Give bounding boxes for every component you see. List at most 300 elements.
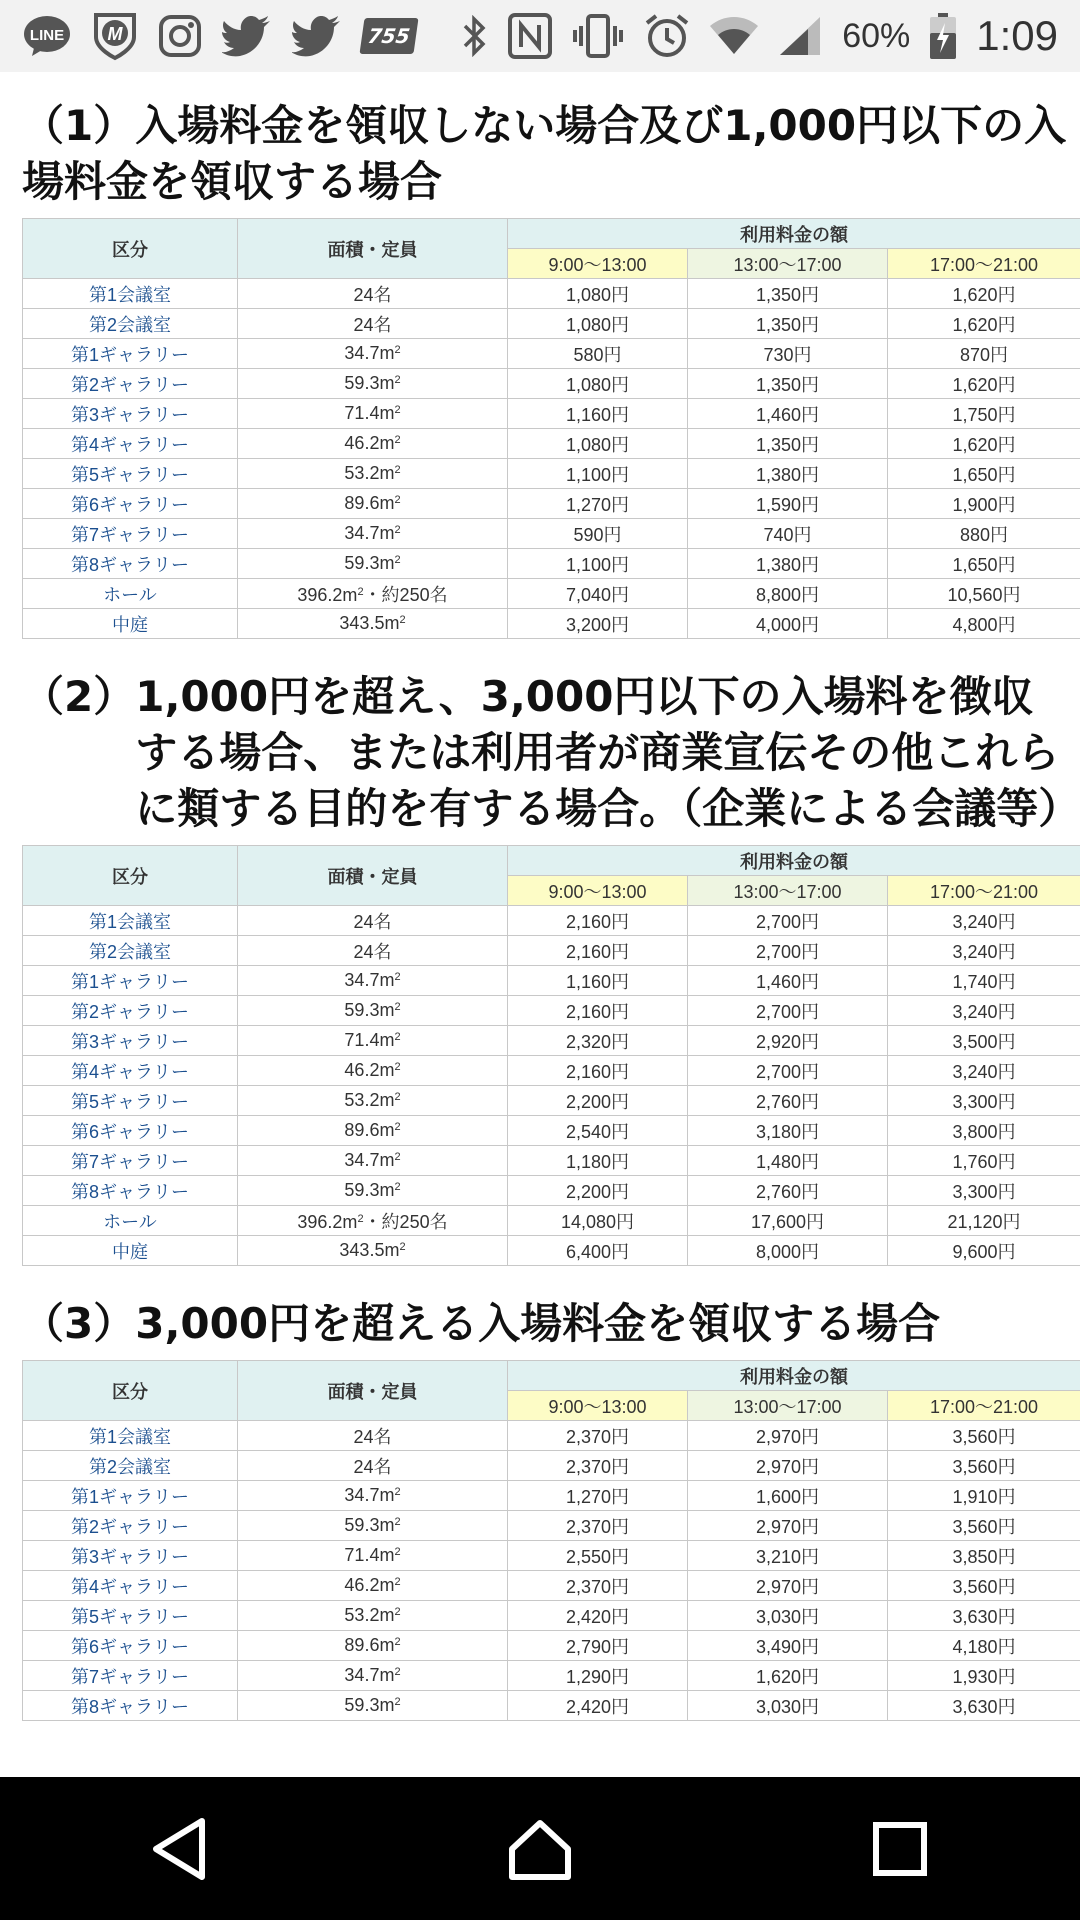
room-name: 第2ギャラリー (23, 369, 238, 399)
section-1-title-text: 入場料金を領収しない場合及び1,000円以下の入場料金を領収する場合 (22, 101, 1067, 206)
area-capacity (238, 339, 508, 369)
area-value: 46.2m (344, 1575, 395, 1595)
tv755-app-icon: 755 (359, 18, 418, 54)
fee-morning: 2,160円 (508, 1056, 688, 1086)
area-value: 34.7m (344, 1150, 395, 1170)
col-header-fee: 利用料金の額 (508, 219, 1080, 249)
area-unit-exponent: 2 (394, 1636, 401, 1648)
fee-evening: 3,240円 (888, 906, 1080, 936)
area-unit-exponent: 2 (394, 1031, 401, 1043)
fee-morning: 2,370円 (508, 1571, 688, 1601)
table-row (23, 609, 1080, 639)
fee-table-2 (22, 845, 1080, 1266)
table-row (23, 1631, 1080, 1661)
fee-morning: 1,100円 (508, 549, 688, 579)
table-row (23, 936, 1080, 966)
vibrate-icon (572, 14, 624, 58)
area-unit-exponent: 2 (394, 1696, 401, 1708)
col-header-afternoon: 13:00～17:00 (688, 249, 888, 279)
table-row (23, 579, 1080, 609)
fee-table-1 (22, 218, 1080, 639)
fee-morning: 1,180円 (508, 1146, 688, 1176)
area-capacity (238, 1631, 508, 1661)
fee-morning: 14,080円 (508, 1206, 688, 1236)
area-capacity (238, 519, 508, 549)
col-header-evening: 17:00～21:00 (888, 1391, 1080, 1421)
room-name: 第4ギャラリー (23, 1056, 238, 1086)
room-name: ホール (23, 1206, 238, 1236)
fee-morning: 2,420円 (508, 1691, 688, 1721)
table-row (23, 1481, 1080, 1511)
fee-evening: 1,740円 (888, 966, 1080, 996)
room-name: 第8ギャラリー (23, 1691, 238, 1721)
area-capacity (238, 579, 508, 609)
fee-afternoon: 4,000円 (688, 609, 888, 639)
section-3-number: （3） (22, 1299, 136, 1348)
fee-table-3 (22, 1360, 1080, 1721)
area-capacity (238, 1056, 508, 1086)
fee-morning: 590円 (508, 519, 688, 549)
instagram-icon (158, 14, 202, 58)
area-unit-exponent: 2 (394, 464, 401, 476)
area-value: 71.4m (344, 1545, 395, 1565)
area-capacity (238, 399, 508, 429)
col-header-evening: 17:00～21:00 (888, 876, 1080, 906)
room-name: 中庭 (23, 609, 238, 639)
area-value: 46.2m (344, 1060, 395, 1080)
area-capacity (238, 429, 508, 459)
fee-evening: 3,240円 (888, 1056, 1080, 1086)
fee-afternoon: 2,700円 (688, 936, 888, 966)
room-name: 第8ギャラリー (23, 1176, 238, 1206)
fee-evening: 3,240円 (888, 936, 1080, 966)
fee-evening: 3,630円 (888, 1691, 1080, 1721)
area-capacity (238, 1026, 508, 1056)
fee-morning: 2,370円 (508, 1511, 688, 1541)
area-value: 59.3m (344, 1695, 395, 1715)
area-value: 71.4m (344, 403, 395, 423)
area-unit-exponent: 2 (394, 1486, 401, 1498)
area-capacity (238, 279, 508, 309)
home-button[interactable] (480, 1789, 600, 1909)
area-unit-exponent: 2 (394, 1666, 401, 1678)
alarm-icon (644, 13, 690, 59)
room-name: 第4ギャラリー (23, 429, 238, 459)
room-name: 第1会議室 (23, 279, 238, 309)
fee-evening: 3,240円 (888, 996, 1080, 1026)
fee-afternoon: 3,030円 (688, 1601, 888, 1631)
fee-afternoon: 2,920円 (688, 1026, 888, 1056)
nfc-icon (508, 13, 552, 59)
fee-morning: 1,160円 (508, 966, 688, 996)
fee-morning: 2,550円 (508, 1541, 688, 1571)
room-name: 第6ギャラリー (23, 1631, 238, 1661)
section-2-number: （2） (22, 672, 136, 721)
fee-afternoon: 2,760円 (688, 1086, 888, 1116)
fee-evening: 9,600円 (888, 1236, 1080, 1266)
area-value: 53.2m (344, 1605, 395, 1625)
area-capacity (238, 549, 508, 579)
status-bar (0, 0, 1080, 72)
area-unit-exponent: 2 (357, 585, 364, 598)
fee-afternoon: 1,350円 (688, 279, 888, 309)
section-1-title (0, 98, 1080, 210)
table-row (23, 1601, 1080, 1631)
area-capacity (238, 1481, 508, 1511)
fee-morning: 1,270円 (508, 489, 688, 519)
fee-morning: 6,400円 (508, 1236, 688, 1266)
area-capacity (238, 489, 508, 519)
area-value: 89.6m (344, 1635, 395, 1655)
col-header-area: 面積・定員 (238, 219, 508, 279)
area-value: 34.7m (344, 1485, 395, 1505)
table-row (23, 906, 1080, 936)
capacity-value: ・約250名 (363, 1211, 448, 1232)
area-unit-exponent: 2 (394, 554, 401, 566)
area-unit-exponent: 2 (394, 1001, 401, 1013)
area-value: 343.5m (339, 1240, 400, 1260)
svg-text:LINE: LINE (29, 27, 65, 44)
area-unit-exponent: 2 (394, 524, 401, 536)
fee-evening: 1,620円 (888, 369, 1080, 399)
area-unit-exponent: 2 (394, 374, 401, 386)
area-capacity (238, 996, 508, 1026)
room-name: 第1ギャラリー (23, 339, 238, 369)
table-row (23, 519, 1080, 549)
fee-evening: 870円 (888, 339, 1080, 369)
fee-morning: 2,160円 (508, 996, 688, 1026)
fee-morning: 2,790円 (508, 1631, 688, 1661)
area-capacity (238, 609, 508, 639)
fee-evening: 3,800円 (888, 1116, 1080, 1146)
fee-morning: 2,160円 (508, 936, 688, 966)
fee-evening: 3,560円 (888, 1451, 1080, 1481)
fee-afternoon: 2,700円 (688, 906, 888, 936)
back-button[interactable] (120, 1789, 240, 1909)
area-value: 59.3m (344, 373, 395, 393)
room-name: 第3ギャラリー (23, 1026, 238, 1056)
table-row (23, 1176, 1080, 1206)
area-value: 24名 (353, 284, 392, 305)
col-header-morning: 9:00～13:00 (508, 249, 688, 279)
fee-afternoon: 1,600円 (688, 1481, 888, 1511)
table-row (23, 1116, 1080, 1146)
room-name: 第1ギャラリー (23, 1481, 238, 1511)
table-row (23, 279, 1080, 309)
area-unit-exponent: 2 (394, 1091, 401, 1103)
area-capacity (238, 1541, 508, 1571)
twitter-icon (222, 15, 272, 57)
fee-evening: 3,560円 (888, 1511, 1080, 1541)
col-header-afternoon: 13:00～17:00 (688, 1391, 888, 1421)
area-value: 24名 (353, 1456, 392, 1477)
room-name: 第1会議室 (23, 1421, 238, 1451)
table-row (23, 429, 1080, 459)
fee-evening: 3,560円 (888, 1571, 1080, 1601)
area-value: 34.7m (344, 1665, 395, 1685)
fee-evening: 10,560円 (888, 579, 1080, 609)
area-value: 71.4m (344, 1030, 395, 1050)
fee-afternoon: 1,380円 (688, 549, 888, 579)
table-row (23, 1421, 1080, 1451)
area-value: 396.2m (297, 584, 358, 605)
col-header-morning: 9:00～13:00 (508, 1391, 688, 1421)
back-icon (150, 1817, 210, 1881)
fee-morning: 2,160円 (508, 906, 688, 936)
table-row (23, 1086, 1080, 1116)
signal-icon (778, 15, 822, 57)
twitter-icon (292, 15, 342, 57)
area-value: 53.2m (344, 1090, 395, 1110)
area-value: 343.5m (339, 613, 400, 633)
wifi-icon (710, 16, 758, 56)
area-capacity (238, 1086, 508, 1116)
fee-afternoon: 2,700円 (688, 996, 888, 1026)
room-name: 第6ギャラリー (23, 1116, 238, 1146)
area-capacity (238, 1206, 508, 1236)
fee-evening: 3,300円 (888, 1086, 1080, 1116)
fee-afternoon: 2,970円 (688, 1571, 888, 1601)
table-row (23, 1571, 1080, 1601)
system-indicators (462, 12, 1058, 60)
area-value: 24名 (353, 1426, 392, 1447)
area-value: 59.3m (344, 553, 395, 573)
table-row (23, 996, 1080, 1026)
m-shield-app-icon (92, 11, 138, 61)
fee-morning: 2,320円 (508, 1026, 688, 1056)
room-name: 第5ギャラリー (23, 1601, 238, 1631)
fee-afternoon: 2,700円 (688, 1056, 888, 1086)
area-value: 46.2m (344, 433, 395, 453)
table-row (23, 1541, 1080, 1571)
section-2-title-text: 1,000円を超え、3,000円以下の入場料を徴収する場合、または利用者が商業宣伝その他これらに類する目的を有する場合。（企業による会議等） (135, 672, 1080, 833)
fee-afternoon: 3,210円 (688, 1541, 888, 1571)
area-capacity (238, 309, 508, 339)
fee-evening: 3,850円 (888, 1541, 1080, 1571)
area-capacity (238, 906, 508, 936)
area-capacity (238, 966, 508, 996)
fee-morning: 1,080円 (508, 369, 688, 399)
clock: 1:09 (976, 12, 1058, 59)
fee-afternoon: 1,350円 (688, 309, 888, 339)
area-unit-exponent: 2 (357, 1212, 364, 1225)
area-value: 34.7m (344, 343, 395, 363)
fee-morning: 1,080円 (508, 429, 688, 459)
area-capacity (238, 459, 508, 489)
fee-evening: 880円 (888, 519, 1080, 549)
room-name: 第5ギャラリー (23, 459, 238, 489)
area-value: 53.2m (344, 463, 395, 483)
fee-afternoon: 1,460円 (688, 399, 888, 429)
col-header-category: 区分 (23, 1361, 238, 1421)
notification-icons (22, 11, 416, 61)
area-unit-exponent: 2 (394, 1576, 401, 1588)
col-header-area: 面積・定員 (238, 846, 508, 906)
area-value: 59.3m (344, 1180, 395, 1200)
room-name: 第2ギャラリー (23, 1511, 238, 1541)
col-header-evening: 17:00～21:00 (888, 249, 1080, 279)
room-name: 第2会議室 (23, 309, 238, 339)
bluetooth-icon (462, 15, 488, 57)
area-capacity (238, 1661, 508, 1691)
room-name: 第3ギャラリー (23, 399, 238, 429)
area-capacity (238, 1421, 508, 1451)
table-row (23, 1056, 1080, 1086)
fee-afternoon: 17,600円 (688, 1206, 888, 1236)
fee-morning: 2,200円 (508, 1086, 688, 1116)
line-app-icon (22, 14, 72, 58)
area-capacity (238, 1116, 508, 1146)
area-unit-exponent: 2 (394, 971, 401, 983)
section-2-title (0, 669, 1080, 837)
page-content[interactable] (0, 72, 1080, 1777)
battery-percent: 60% (842, 16, 911, 55)
area-capacity (238, 1601, 508, 1631)
table-row (23, 1451, 1080, 1481)
fee-morning: 1,100円 (508, 459, 688, 489)
area-unit-exponent: 2 (394, 1606, 401, 1618)
table-row (23, 369, 1080, 399)
recents-button[interactable] (840, 1789, 960, 1909)
table-row (23, 339, 1080, 369)
col-header-afternoon: 13:00～17:00 (688, 876, 888, 906)
section-3-title-text: 3,000円を超える入場料金を領収する場合 (135, 1299, 941, 1348)
room-name: 第8ギャラリー (23, 549, 238, 579)
area-value: 89.6m (344, 493, 395, 513)
fee-afternoon: 1,350円 (688, 369, 888, 399)
area-capacity (238, 1691, 508, 1721)
area-value: 34.7m (344, 970, 395, 990)
area-capacity (238, 1451, 508, 1481)
fee-evening: 3,630円 (888, 1601, 1080, 1631)
fee-morning: 3,200円 (508, 609, 688, 639)
capacity-value: ・約250名 (363, 584, 448, 605)
area-capacity (238, 1511, 508, 1541)
fee-morning: 1,080円 (508, 309, 688, 339)
col-header-morning: 9:00～13:00 (508, 876, 688, 906)
col-header-area: 面積・定員 (238, 1361, 508, 1421)
fee-evening: 1,930円 (888, 1661, 1080, 1691)
fee-morning: 7,040円 (508, 579, 688, 609)
col-header-category: 区分 (23, 846, 238, 906)
table-row (23, 309, 1080, 339)
fee-afternoon: 1,350円 (688, 429, 888, 459)
fee-evening: 1,910円 (888, 1481, 1080, 1511)
fee-morning: 2,200円 (508, 1176, 688, 1206)
room-name: 第2ギャラリー (23, 996, 238, 1026)
battery-charging-icon (930, 13, 956, 59)
table-row (23, 1511, 1080, 1541)
col-header-fee: 利用料金の額 (508, 1361, 1080, 1391)
room-name: 第5ギャラリー (23, 1086, 238, 1116)
col-header-fee: 利用料金の額 (508, 846, 1080, 876)
table-row (23, 1206, 1080, 1236)
area-unit-exponent: 2 (394, 1181, 401, 1193)
area-unit-exponent: 2 (394, 494, 401, 506)
area-capacity (238, 1176, 508, 1206)
fee-evening: 1,750円 (888, 399, 1080, 429)
fee-morning: 1,160円 (508, 399, 688, 429)
fee-morning: 2,370円 (508, 1421, 688, 1451)
fee-morning: 2,370円 (508, 1451, 688, 1481)
area-capacity (238, 1571, 508, 1601)
navigation-bar (0, 1777, 1080, 1920)
fee-morning: 2,540円 (508, 1116, 688, 1146)
room-name: 第2会議室 (23, 936, 238, 966)
fee-afternoon: 2,970円 (688, 1421, 888, 1451)
table-row (23, 489, 1080, 519)
fee-afternoon: 2,970円 (688, 1451, 888, 1481)
table-row (23, 459, 1080, 489)
area-unit-exponent: 2 (394, 404, 401, 416)
fee-afternoon: 2,760円 (688, 1176, 888, 1206)
room-name: 第7ギャラリー (23, 519, 238, 549)
area-unit-exponent: 2 (394, 1121, 401, 1133)
fee-afternoon: 2,970円 (688, 1511, 888, 1541)
fee-afternoon: 8,000円 (688, 1236, 888, 1266)
area-value: 396.2m (297, 1211, 358, 1232)
table-row (23, 1146, 1080, 1176)
svg-text:M: M (107, 24, 123, 44)
fee-morning: 580円 (508, 339, 688, 369)
room-name: 第6ギャラリー (23, 489, 238, 519)
fee-afternoon: 740円 (688, 519, 888, 549)
fee-evening: 3,560円 (888, 1421, 1080, 1451)
fee-afternoon: 3,490円 (688, 1631, 888, 1661)
area-capacity (238, 369, 508, 399)
area-unit-exponent: 2 (394, 1546, 401, 1558)
area-value: 24名 (353, 911, 392, 932)
room-name: 第1ギャラリー (23, 966, 238, 996)
room-name: 中庭 (23, 1236, 238, 1266)
table-row (23, 549, 1080, 579)
area-unit-exponent: 2 (394, 1151, 401, 1163)
fee-evening: 4,800円 (888, 609, 1080, 639)
area-capacity (238, 1236, 508, 1266)
fee-evening: 1,620円 (888, 429, 1080, 459)
area-value: 59.3m (344, 1515, 395, 1535)
table-row (23, 1661, 1080, 1691)
area-value: 24名 (353, 314, 392, 335)
table-row (23, 966, 1080, 996)
fee-evening: 3,500円 (888, 1026, 1080, 1056)
area-unit-exponent: 2 (399, 1241, 406, 1253)
fee-afternoon: 730円 (688, 339, 888, 369)
area-value: 24名 (353, 941, 392, 962)
room-name: 第2会議室 (23, 1451, 238, 1481)
room-name: ホール (23, 579, 238, 609)
table-row (23, 1236, 1080, 1266)
fee-evening: 3,300円 (888, 1176, 1080, 1206)
col-header-category: 区分 (23, 219, 238, 279)
fee-afternoon: 8,800円 (688, 579, 888, 609)
section-3-title (0, 1296, 1080, 1352)
fee-evening: 1,620円 (888, 309, 1080, 339)
fee-afternoon: 1,460円 (688, 966, 888, 996)
fee-evening: 1,760円 (888, 1146, 1080, 1176)
fee-morning: 1,290円 (508, 1661, 688, 1691)
fee-afternoon: 1,620円 (688, 1661, 888, 1691)
fee-morning: 2,420円 (508, 1601, 688, 1631)
fee-evening: 1,620円 (888, 279, 1080, 309)
fee-morning: 1,080円 (508, 279, 688, 309)
fee-morning: 1,270円 (508, 1481, 688, 1511)
section-1-number: （1） (22, 101, 136, 150)
area-capacity (238, 936, 508, 966)
fee-evening: 1,650円 (888, 459, 1080, 489)
room-name: 第7ギャラリー (23, 1146, 238, 1176)
fee-evening: 21,120円 (888, 1206, 1080, 1236)
